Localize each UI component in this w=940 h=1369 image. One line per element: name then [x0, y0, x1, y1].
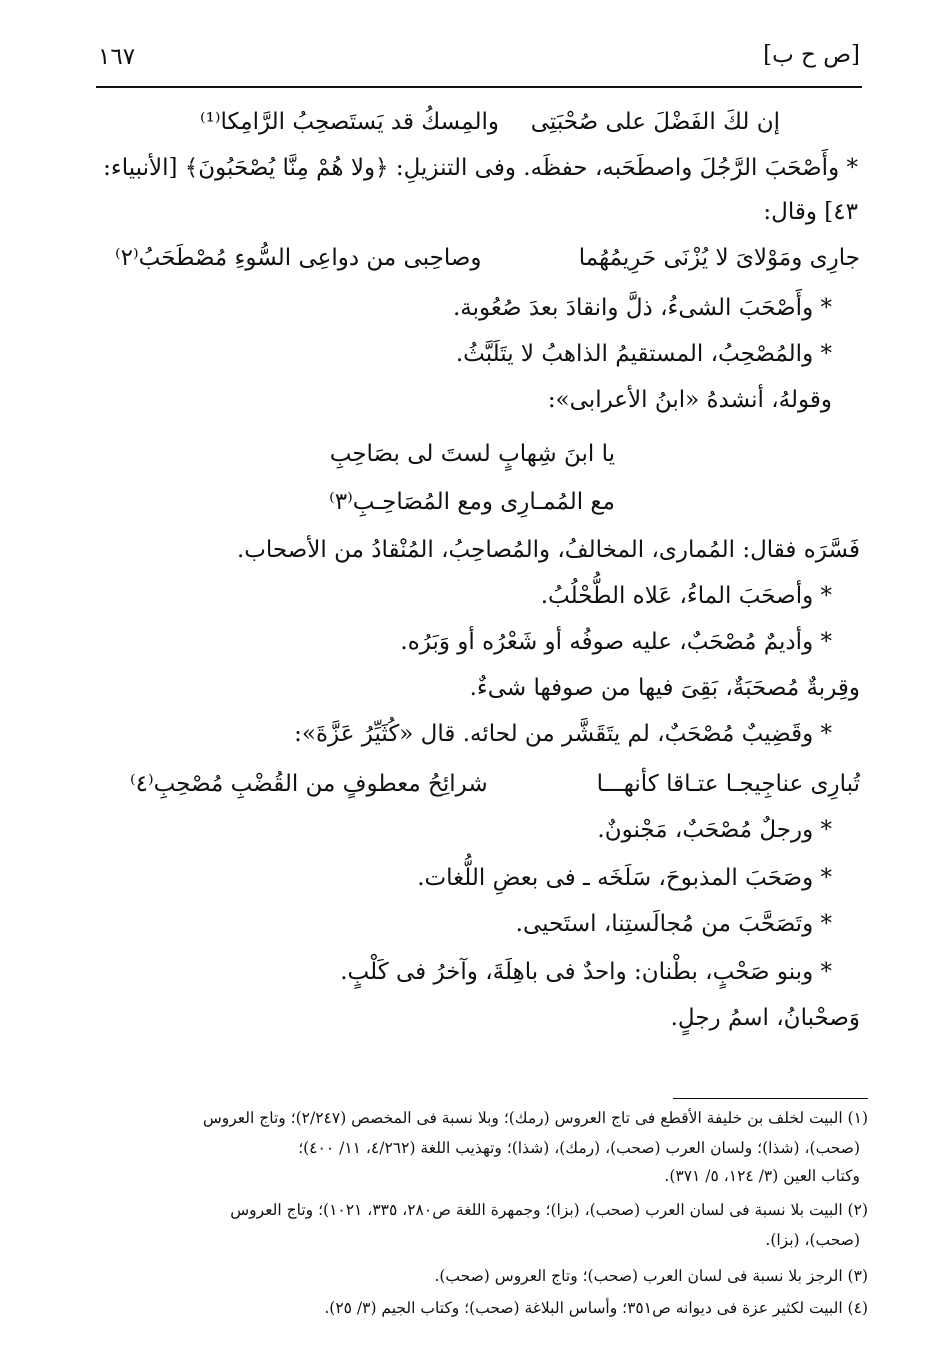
root-heading: [ص ح ب] — [763, 42, 860, 68]
text-line: * وأصحَبَ الماءُ، عَلاه الطُّحْلُبُ. — [540, 583, 832, 609]
text-line: * والمُصْحِبُ، المستقيمُ الذاهبُ لا يتَلَبَّثُ. — [455, 341, 832, 367]
text-line: * وصَحَبَ المذبوحَ، سَلَخَه ـ فى بعضِ اللُّغات. — [417, 865, 832, 891]
footnote-4: (٤) البيت لكثير عزة فى ديوانه ص٣٥١؛ وأساس البلاغة (صحب)؛ وكتاب الجيم (٣/ ٢٥). — [324, 1299, 868, 1317]
text-line: وقولهُ، أنشدهُ «ابنُ الأعرابى»: — [547, 387, 832, 413]
verse-2-first-hemistich: جارِى ومَوْلاىَ لا يُزْنَى حَرِيمُهُما — [578, 245, 860, 271]
rajaz-line-1: يا ابنَ شِهابٍ لستَ لى بصَاحِبِ — [329, 441, 615, 467]
header-rule — [96, 86, 862, 88]
footnote-1-continued: وكتاب العين (٣/ ١٢٤، ٥/ ٣٧١). — [664, 1167, 860, 1185]
text-line: * وأَصْحَبَ الشىءُ، ذلَّ وانقادَ بعدَ صُعُوبة. — [452, 295, 832, 321]
text-line: ٤٣] وقال: — [763, 199, 858, 225]
text-line: * وقَضِيبٌ مُصْحَبٌ، لم يتَقَشَّر من لحائه. قال «كُثَيِّرُ عَزَّةَ»: — [294, 721, 832, 747]
footnote-2: (٢) البيت بلا نسبة فى لسان العرب (صحب)، (بزا)؛ وجمهرة اللغة ص٢٨٠، ٣٣٥، ١٠٢١)؛ وتاج العروس — [230, 1201, 868, 1219]
verse-1-second-hemistich: والمِسكُ قد يَستَصحِبُ الرَّامِكا⁽¹⁾ — [200, 109, 499, 135]
verse-1-first-hemistich: إن لكَ الفَضْلَ على صُحْبَتِى — [530, 109, 780, 135]
text-line: وقِربةٌ مُصحَبَةٌ، بَقِىَ فيها من صوفها شىءٌ. — [469, 675, 860, 701]
footnote-2-continued: (صحب)، (بزا). — [765, 1231, 860, 1249]
page-number: ١٦٧ — [98, 44, 136, 70]
footnote-3: (٣) الرجز بلا نسبة فى لسان العرب (صحب)؛ وتاج العروس (صحب). — [434, 1267, 868, 1285]
footnote-1: (١) البيت لخلف بن خليفة الأقطع فى تاج العروس (رمك)؛ وبلا نسبة فى المخصص (٢/٢٤٧)؛ وتاج العروس — [202, 1109, 868, 1127]
text-line: وَصحْبانُ، اسمُ رجلٍ. — [670, 1005, 860, 1031]
footnote-rule — [673, 1098, 868, 1099]
footnote-1-continued: (صحب)، (شذا)؛ ولسان العرب (صحب)، (رمك)، (شذا)؛ وتهذيب اللغة (٤/٢٦٢، ١١/ ٤٠٠)؛ — [298, 1139, 860, 1157]
text-line: * وأديمٌ مُصْحَبٌ، عليه صوفُه أو شَعْرُه أو وَبَرُه. — [400, 629, 832, 655]
text-line: * وأَصْحَبَ الرَّجُلَ واصطَحَبه، حفظَه. وفى التنزيلِ: ﴿ولا هُمْ مِنَّا يُصْحَبُونَ﴾ [الأنبياء: — [103, 155, 858, 181]
verse-2-second-hemistich: وصاحِبى من دواعِى السُّوءِ مُصْطَحَبُ⁽٢⁾ — [115, 245, 482, 271]
text-line: فَسَّرَه فقال: المُمارى، المخالفُ، والمُصاحِبُ، المُنْقادُ من الأصحاب. — [236, 537, 860, 563]
text-line: * وبنو صَحْبٍ، بطْنان: واحدٌ فى باهِلَةَ، وآخرُ فى كَلْبٍ. — [340, 959, 832, 985]
text-line: * ورجلٌ مُصْحَبٌ، مَجْنونٌ. — [597, 817, 832, 843]
verse-3-first-hemistich: تُبارِى عناجِيجـا عتـاقا كأنهـــا — [596, 771, 860, 797]
text-line: * وتَصَحَّبَ من مُجالَستِنا، استَحيى. — [515, 911, 832, 937]
verse-3-second-hemistich: شرائِحُ معطوفٍ من القُضْبِ مُصْحِبِ⁽٤⁾ — [130, 771, 488, 797]
rajaz-line-2: مع المُمـارِى ومع المُصَاحِـبِ⁽٣⁾ — [329, 489, 615, 515]
